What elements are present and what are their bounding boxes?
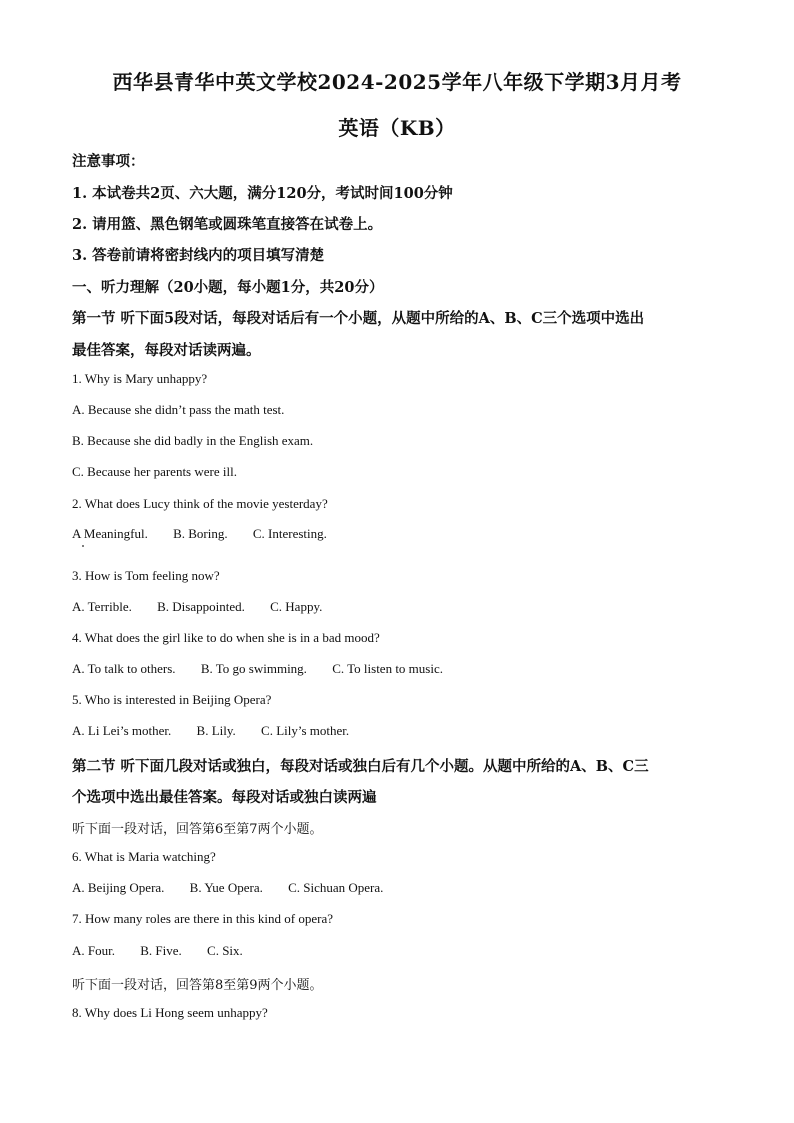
instruction-q6-q7: 听下面一段对话，回答第6至第7两个小题。: [72, 822, 323, 837]
question-4-option-a: A. To talk to others.: [72, 661, 176, 676]
question-4: 4. What does the girl like to do when she is in a bad mood?: [72, 630, 380, 645]
question-2-options: [72, 526, 327, 542]
stray-dot-mark: [82, 545, 84, 547]
exam-title: 西华县青华中英文学校2024-2025学年八年级下学期3月月考: [112, 70, 682, 94]
section1-instruction-line2: 最佳答案，每段对话读两遍。: [72, 342, 261, 359]
question-1: 1. Why is Mary unhappy?: [72, 371, 208, 386]
notes-heading: 注意事项：: [72, 153, 145, 170]
instruction-q8-q9: 听下面一段对话，回答第8至第9两个小题。: [72, 978, 323, 993]
question-5-option-b: B. Lily.: [196, 723, 236, 738]
question-1-option-c: C. Because her parents were ill.: [72, 464, 237, 479]
question-3-option-b: B. Disappointed.: [157, 599, 245, 614]
question-4-options: [72, 661, 443, 677]
part1-heading: 一、听力理解（20小题，每小题1分，共20分）: [72, 279, 384, 296]
note-item-1: 1. 本试卷共2页、六大题，满分120分，考试时间100分钟: [72, 185, 453, 202]
question-3-option-a: A. Terrible.: [72, 599, 132, 614]
note-item-2: 2. 请用篮、黑色钢笔或圆珠笔直接答在试卷上。: [72, 216, 383, 233]
question-3: 3. How is Tom feeling now?: [72, 568, 220, 583]
question-5: 5. Who is interested in Beijing Opera?: [72, 692, 272, 707]
question-5-option-c: C. Lily’s mother.: [261, 723, 350, 738]
question-6-option-c: C. Sichuan Opera.: [288, 880, 384, 895]
question-2-option-c: C. Interesting.: [252, 526, 327, 541]
question-3-options: [72, 599, 322, 615]
question-2-option-a: A Meaningful.: [72, 526, 148, 541]
question-6-option-b: B. Yue Opera.: [189, 880, 263, 895]
question-7: 7. How many roles are there in this kind of opera?: [72, 911, 334, 926]
note-item-3: 3. 答卷前请将密封线内的项目填写清楚: [72, 247, 325, 264]
section2-instruction-line1: 第二节 听下面几段对话或独白，每段对话或独白后有几个小题。从题中所给的A、B、C三: [72, 758, 649, 775]
question-4-option-c: C. To listen to music.: [332, 661, 443, 676]
section2-instruction-line2: 个选项中选出最佳答案。每段对话或独白读两遍: [72, 789, 377, 806]
question-1-option-a: A. Because she didn’t pass the math test.: [72, 402, 285, 417]
question-2: 2. What does Lucy think of the movie yesterday?: [72, 496, 328, 511]
question-8: 8. Why does Li Hong seem unhappy?: [72, 1005, 268, 1020]
question-7-option-b: B. Five.: [140, 943, 182, 958]
question-4-option-b: B. To go swimming.: [200, 661, 307, 676]
question-7-option-c: C. Six.: [207, 943, 243, 958]
exam-subtitle: 英语（KB）: [338, 116, 456, 140]
question-1-option-b: B. Because she did badly in the English exam.: [72, 433, 314, 448]
question-6-options: [72, 880, 383, 896]
question-6-option-a: A. Beijing Opera.: [72, 880, 165, 895]
question-3-option-c: C. Happy.: [270, 599, 323, 614]
question-6: 6. What is Maria watching?: [72, 849, 216, 864]
question-7-option-a: A. Four.: [72, 943, 115, 958]
section1-instruction-line1: 第一节 听下面5段对话，每段对话后有一个小题，从题中所给的A、B、C三个选项中选出: [72, 310, 645, 327]
question-5-option-a: A. Li Lei’s mother.: [72, 723, 172, 738]
question-2-option-b: B. Boring.: [173, 526, 228, 541]
question-5-options: [72, 723, 349, 739]
question-7-options: [72, 943, 243, 959]
